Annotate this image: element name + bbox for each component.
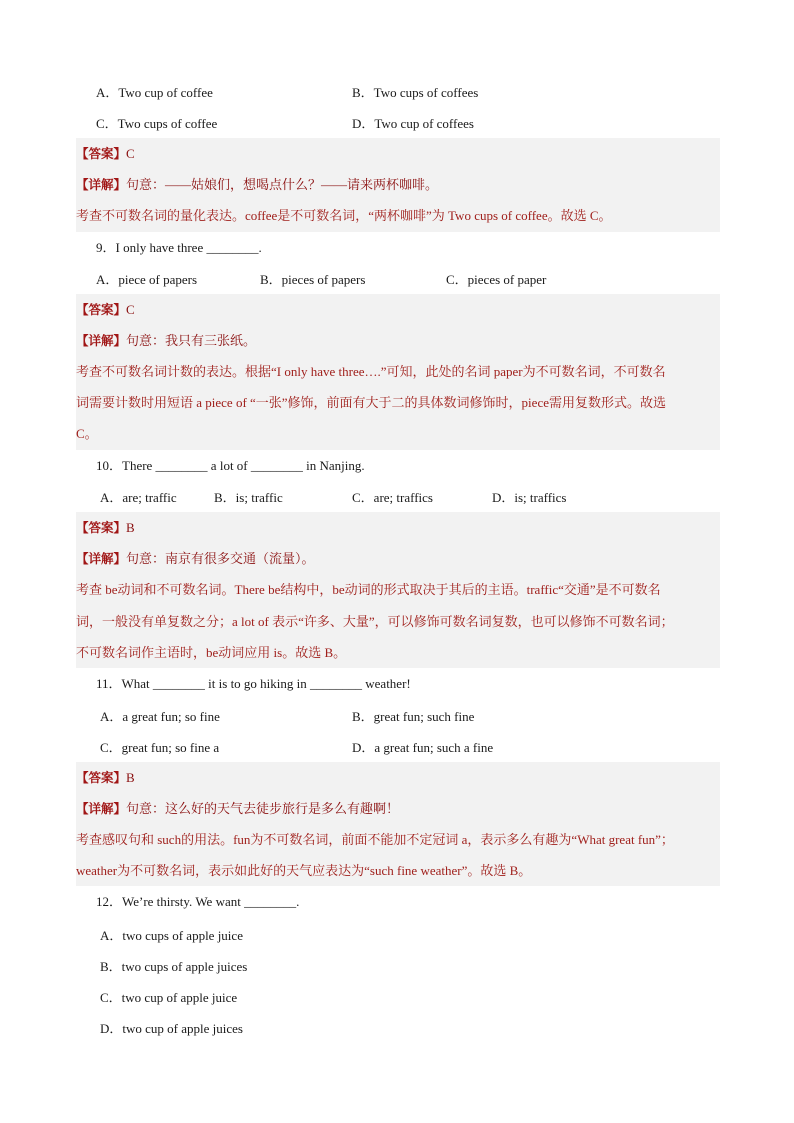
q9-option-a: A．piece of papers bbox=[96, 272, 198, 287]
q9-option-b: B．pieces of papers bbox=[260, 272, 366, 287]
answer-tag: 【答案】 bbox=[76, 302, 127, 317]
detail-tag: 【详解】 bbox=[76, 333, 127, 348]
q11-explanation-line-2: weather为不可数名词，表示如此好的天气应表达为“such fine weather”。故选 B。 bbox=[76, 863, 532, 878]
answer-value: C bbox=[126, 146, 135, 161]
q11-option-b: B．great fun; such fine bbox=[352, 709, 475, 724]
answer-value: B bbox=[126, 520, 135, 535]
answer-tag: 【答案】 bbox=[76, 770, 127, 785]
q10-stem: 10．There ________ a lot of ________ in Nanjing. bbox=[96, 458, 365, 473]
answer-value: B bbox=[126, 770, 135, 785]
detail-text: 句意：——姑娘们，想喝点什么？——请来两杯咖啡。 bbox=[126, 177, 439, 192]
q8-option-c: C．Two cups of coffee bbox=[96, 116, 218, 131]
q10-explanation-line-1: 考查 be动词和不可数名词。There be结构中，be动词的形式取决于其后的主语。traffic“交通”是不可数名 bbox=[76, 582, 661, 597]
q12-stem: 12．We’re thirsty. We want ________. bbox=[96, 894, 300, 909]
q11-detail bbox=[76, 799, 720, 819]
q11-answer bbox=[76, 768, 720, 788]
q10-answer bbox=[76, 518, 720, 538]
q9-answer bbox=[76, 300, 720, 320]
q10-explanation-line-2: 词，一般没有单复数之分；a lot of 表示“许多、大量”，可以修饰可数名词复数，也可以修饰不可数名词； bbox=[76, 614, 674, 629]
answer-value: C bbox=[126, 302, 135, 317]
detail-text: 句意：我只有三张纸。 bbox=[126, 333, 257, 348]
q8-option-d: D．Two cup of coffees bbox=[352, 116, 474, 131]
q11-stem: 11．What ________ it is to go hiking in ________ weather! bbox=[96, 676, 411, 691]
q8-detail bbox=[76, 175, 720, 195]
q10-option-c: C．are; traffics bbox=[352, 490, 433, 505]
detail-text: 句意：这么好的天气去徒步旅行是多么有趣啊！ bbox=[126, 801, 400, 816]
q12-option-b: B．two cups of apple juices bbox=[100, 959, 248, 974]
q11-option-d: D．a great fun; such a fine bbox=[352, 740, 494, 755]
q10-explanation-line-3: 不可数名词作主语时，be动词应用 is。故选 B。 bbox=[76, 645, 347, 660]
q10-option-a: A．are; traffic bbox=[100, 490, 177, 505]
q8-option-b: B．Two cups of coffees bbox=[352, 85, 479, 100]
q11-option-c: C．great fun; so fine a bbox=[100, 740, 220, 755]
detail-tag: 【详解】 bbox=[76, 177, 127, 192]
q11-explanation-line-1: 考查感叹句和 such的用法。fun为不可数名词，前面不能加不定冠词 a，表示多么有趣为“What great fun”； bbox=[76, 832, 674, 847]
q12-option-d: D．two cup of apple juices bbox=[100, 1021, 243, 1036]
q9-stem: 9．I only have three ________. bbox=[96, 240, 262, 255]
q8-answer bbox=[76, 144, 720, 164]
q9-explanation-line-2: 词需要计数时用短语 a piece of “一张”修饰，前面有大于二的具体数词修饰时，piece需用复数形式。故选 bbox=[76, 395, 666, 410]
detail-tag: 【详解】 bbox=[76, 551, 127, 566]
q11-option-a: A．a great fun; so fine bbox=[100, 709, 220, 724]
q9-detail bbox=[76, 331, 720, 351]
answer-tag: 【答案】 bbox=[76, 520, 127, 535]
q10-detail bbox=[76, 549, 720, 569]
detail-text: 句意：南京有很多交通（流量）。 bbox=[126, 551, 315, 566]
q12-option-a: A．two cups of apple juice bbox=[100, 928, 243, 943]
q8-option-a: A．Two cup of coffee bbox=[96, 85, 213, 100]
answer-tag: 【答案】 bbox=[76, 146, 127, 161]
q9-option-c: C．pieces of paper bbox=[446, 272, 547, 287]
detail-tag: 【详解】 bbox=[76, 801, 127, 816]
q9-explanation-line-1: 考查不可数名词计数的表达。根据“I only have three….”可知，此处的名词 paper为不可数名词，不可数名 bbox=[76, 364, 666, 379]
q10-option-b: B．is; traffic bbox=[214, 490, 283, 505]
q8-explanation: 考查不可数名词的量化表达。coffee是不可数名词，“两杯咖啡”为 Two cups of coffee。故选 C。 bbox=[76, 208, 612, 223]
q10-option-d: D．is; traffics bbox=[492, 490, 567, 505]
q9-explanation-line-3: C。 bbox=[76, 426, 98, 441]
q12-option-c: C．two cup of apple juice bbox=[100, 990, 238, 1005]
